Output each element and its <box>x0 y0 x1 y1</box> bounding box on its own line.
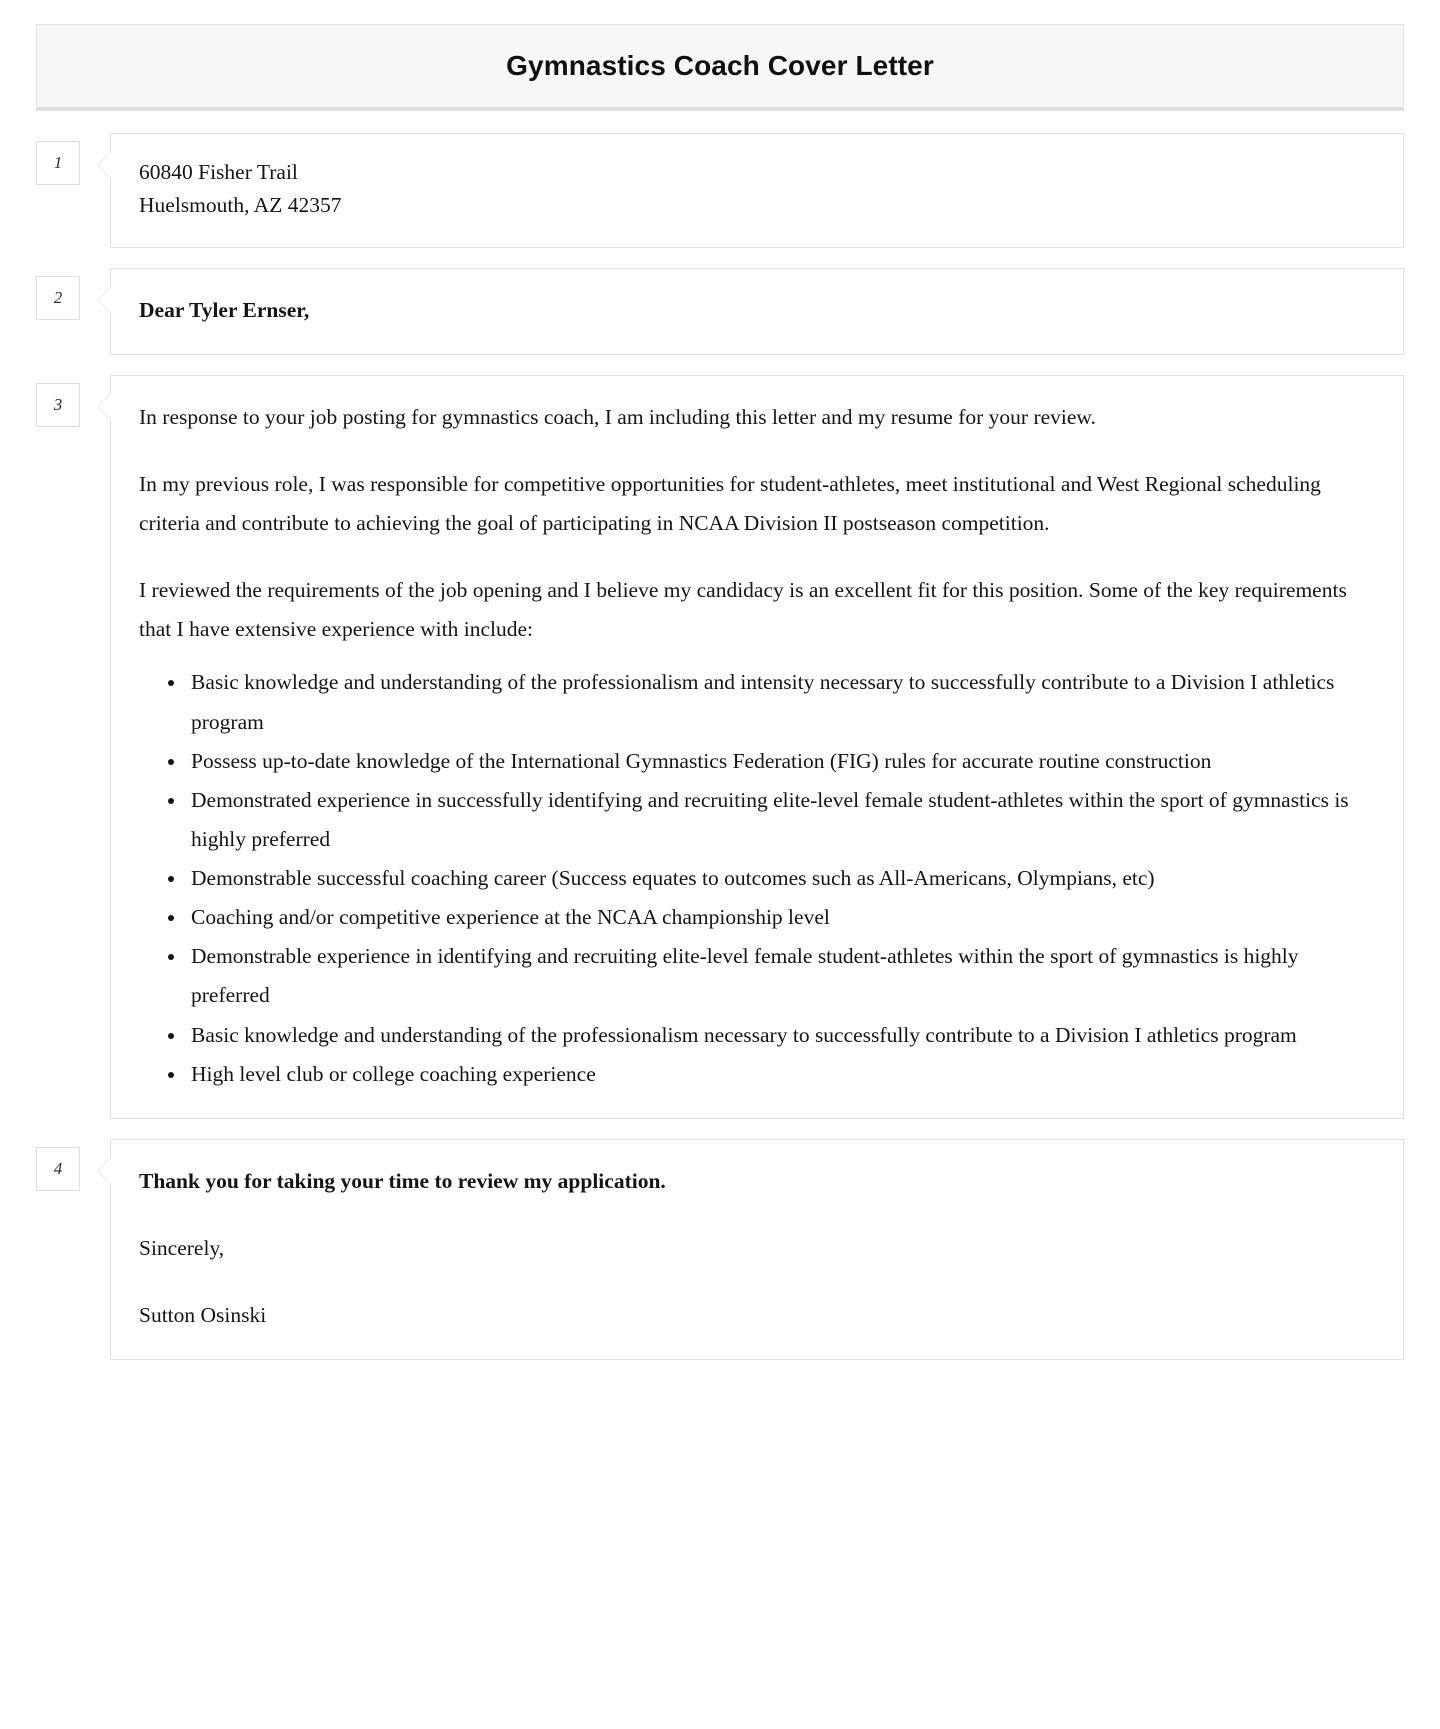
cover-letter-page <box>0 24 1440 1360</box>
list-item: • Coaching and/or competitive experience at the NCAA championship level <box>187 898 1363 937</box>
signoff-text: Sincerely, <box>139 1235 225 1260</box>
requirements-list <box>139 663 1363 1093</box>
address-bubble[interactable] <box>110 133 1404 248</box>
body-paragraph: In my previous role, I was responsible for competitive opportunities for student-athletes, meet institutional and West Regional scheduling criteria and contribute to achieving the goal of participating in NCAA Division II postseason competition. <box>139 471 1321 535</box>
document-header <box>36 24 1404 111</box>
bubble-wrapper <box>110 133 1404 248</box>
letter-block-address <box>36 133 1404 248</box>
body-paragraph: In response to your job posting for gymnastics coach, I am including this letter and my resume for your review. <box>139 404 1096 429</box>
bubble-wrapper <box>110 375 1404 1119</box>
signature-name: Sutton Osinski <box>139 1303 267 1327</box>
list-item: • Basic knowledge and understanding of the professionalism and intensity necessary to successfully contribute to a Division I athletics program <box>187 663 1363 741</box>
body-paragraph: I reviewed the requirements of the job opening and I believe my candidacy is an excellent fit for this position. Some of the key requirements that I have extensive experience with include: <box>139 578 1347 642</box>
bubble-wrapper <box>110 268 1404 355</box>
letter-blocks <box>36 133 1404 1360</box>
block-number-badge[interactable]: 3 <box>36 383 80 427</box>
body-bubble[interactable] <box>110 375 1404 1119</box>
closing-bubble[interactable] <box>110 1139 1404 1360</box>
list-item: • Possess up-to-date knowledge of the International Gymnastics Federation (FIG) rules for accurate routine construction <box>187 742 1363 781</box>
list-item: • Demonstrated experience in successfully identifying and recruiting elite-level female student-athletes within the sport of gymnastics is highly preferred <box>187 781 1363 859</box>
salutation-text: Dear Tyler Ernser, <box>139 297 310 322</box>
block-number-badge[interactable]: 1 <box>36 141 80 185</box>
list-item: • Demonstrable successful coaching career (Success equates to outcomes such as All-Americans, Olympians, etc) <box>187 859 1363 898</box>
letter-block-body <box>36 375 1404 1119</box>
block-number-badge[interactable]: 2 <box>36 276 80 320</box>
closing-statement: Thank you for taking your time to review my application. <box>139 1168 666 1193</box>
letter-block-salutation <box>36 268 1404 355</box>
list-item: • Basic knowledge and understanding of the professionalism necessary to successfully contribute to a Division I athletics program <box>187 1016 1363 1055</box>
address-line-2: Huelsmouth, AZ 42357 <box>139 193 342 218</box>
list-item: • Demonstrable experience in identifying and recruiting elite-level female student-athletes within the sport of gymnastics is highly preferred <box>187 937 1363 1015</box>
address-line-1: 60840 Fisher Trail <box>139 160 298 184</box>
page-title: Gymnastics Coach Cover Letter <box>506 50 934 81</box>
bubble-wrapper <box>110 1139 1404 1360</box>
letter-block-closing <box>36 1139 1404 1360</box>
block-number-badge[interactable]: 4 <box>36 1147 80 1191</box>
salutation-bubble[interactable] <box>110 268 1404 355</box>
list-item: • High level club or college coaching experience <box>187 1055 1363 1094</box>
